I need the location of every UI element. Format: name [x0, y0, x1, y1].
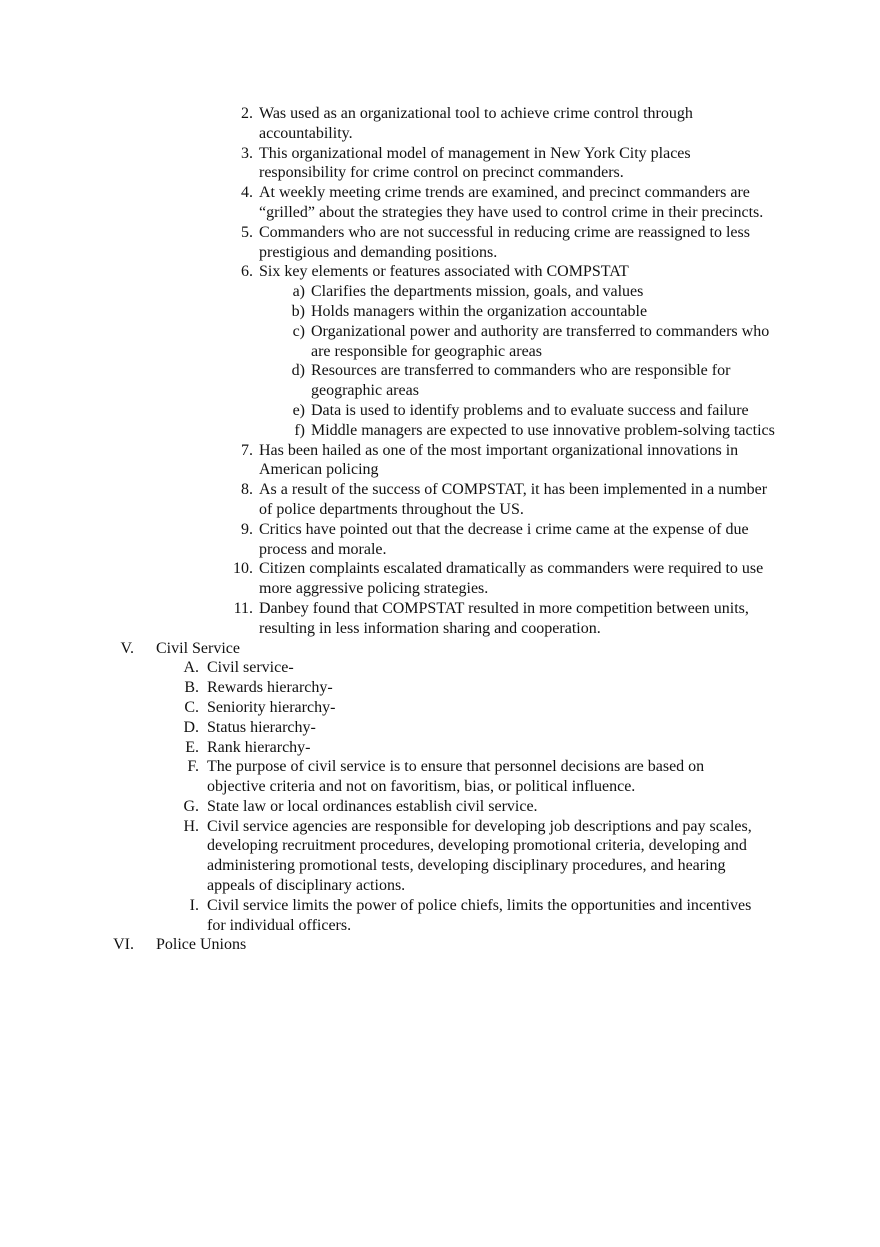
civil-service-item-a	[183, 658, 752, 678]
item-letter: A.	[183, 659, 199, 677]
section-heading-civil-service	[120, 639, 776, 659]
civil-service-item-c	[184, 698, 752, 718]
item-text: Status hierarchy-	[207, 718, 316, 736]
section-title: Civil Service	[156, 639, 240, 657]
sub-item-letter: d)	[291, 362, 305, 380]
item-number: 7.	[241, 441, 253, 459]
sub-item-letter: a)	[292, 283, 305, 301]
item-number: 2.	[241, 105, 253, 122]
item-letter: H.	[183, 817, 199, 835]
item-text: At weekly meeting crime trends are examined, and precinct commanders are “grilled” about the strategies they have used to control crime in their precincts.	[259, 184, 764, 221]
sub-item-letter: c)	[292, 322, 305, 340]
item-text: Commanders who are not successful in reducing crime are reassigned to less prestigious and demanding positions.	[259, 223, 750, 261]
sub-item-letter: e)	[292, 401, 305, 419]
document-page	[0, 104, 880, 955]
sub-item-letter: b)	[291, 302, 305, 320]
item-text: Civil service limits the power of police chiefs, limits the opportunities and incentives for individual officers.	[207, 896, 752, 934]
sub-item-a	[292, 282, 777, 302]
item-number: 10.	[233, 560, 253, 578]
section-numeral: V.	[120, 639, 134, 657]
item-text: Six key elements or features associated with COMPSTAT	[259, 263, 629, 281]
list-item-6	[241, 262, 779, 282]
list-item-3	[241, 144, 779, 184]
list-item-2	[241, 104, 779, 144]
item-number: 4.	[241, 184, 253, 202]
list-item-10	[233, 559, 784, 599]
item-text: Civil service agencies are responsible for developing job descriptions and pay scales, developing recruitment procedures, developing promotional criteria, developing and administering promotional tests, developing disciplinary procedures, and hearing appeals of disciplinary actions.	[207, 817, 752, 895]
item-number: 3.	[241, 144, 253, 162]
section-heading-police-unions	[113, 935, 776, 955]
item-letter: C.	[184, 698, 199, 716]
civil-service-item-g	[183, 797, 752, 817]
list-item-11	[233, 599, 779, 639]
item-text: This organizational model of management in New York City places responsibility for crime control on precinct commanders.	[259, 144, 691, 182]
list-item-4	[241, 183, 784, 223]
section-numeral: VI.	[113, 936, 134, 954]
sub-item-c	[292, 322, 777, 362]
item-text: Rewards hierarchy-	[207, 679, 333, 697]
sub-item-text: Resources are transferred to commanders who are responsible for geographic areas	[311, 362, 731, 400]
item-text: Danbey found that COMPSTAT resulted in more competition between units, resulting in less information sharing and cooperation.	[259, 599, 749, 637]
sub-item-f	[294, 421, 777, 441]
item-letter: B.	[184, 679, 199, 697]
sub-item-text: Middle managers are expected to use innovative problem-solving tactics	[311, 421, 775, 439]
item-text: State law or local ordinances establish civil service.	[207, 797, 538, 815]
sub-item-text: Data is used to identify problems and to evaluate success and failure	[311, 401, 749, 419]
civil-service-item-f	[187, 757, 752, 797]
item-number: 11.	[233, 599, 253, 617]
sub-item-e	[292, 401, 777, 421]
item-letter: I.	[189, 896, 199, 914]
sub-item-text: Holds managers within the organization accountable	[311, 302, 648, 320]
item-text: Citizen complaints escalated dramatically as commanders were required to use more aggressive policing strategies.	[259, 560, 764, 598]
civil-service-item-h	[183, 817, 752, 896]
item-letter: E.	[185, 738, 199, 756]
list-item-7	[241, 441, 784, 481]
sub-item-text: Organizational power and authority are transferred to commanders who are responsible for geographic areas	[311, 322, 770, 360]
sub-item-b	[291, 302, 777, 322]
list-item-8	[241, 480, 779, 520]
sub-item-letter: f)	[294, 421, 305, 439]
section-title: Police Unions	[156, 936, 247, 954]
civil-service-item-i	[189, 896, 752, 936]
item-number: 9.	[241, 520, 253, 538]
item-letter: D.	[183, 718, 199, 736]
item-text: Seniority hierarchy-	[207, 698, 336, 716]
item-letter: F.	[187, 758, 199, 776]
civil-service-item-d	[183, 718, 752, 738]
civil-service-item-e	[185, 738, 752, 758]
sub-item-d	[291, 361, 777, 401]
item-text: Civil service-	[207, 659, 294, 677]
item-number: 5.	[241, 223, 253, 241]
item-text: Has been hailed as one of the most important organizational innovations in American policing	[259, 441, 739, 479]
item-number: 6.	[241, 263, 253, 281]
item-letter: G.	[183, 797, 199, 815]
item-text: Was used as an organizational tool to achieve crime control through accountability.	[259, 105, 693, 142]
item-text: Rank hierarchy-	[207, 738, 311, 756]
list-item-9	[241, 520, 779, 560]
list-item-5	[241, 223, 779, 263]
item-number: 8.	[241, 481, 253, 499]
civil-service-item-b	[184, 678, 752, 698]
item-text: The purpose of civil service is to ensure that personnel decisions are based on objective criteria and not on favoritism, bias, or political influence.	[207, 758, 705, 796]
item-text: As a result of the success of COMPSTAT, it has been implemented in a number of police departments throughout the US.	[259, 481, 768, 518]
item-text: Critics have pointed out that the decrease i crime came at the expense of due process and morale.	[259, 520, 749, 558]
sub-item-text: Clarifies the departments mission, goals, and values	[311, 283, 644, 301]
